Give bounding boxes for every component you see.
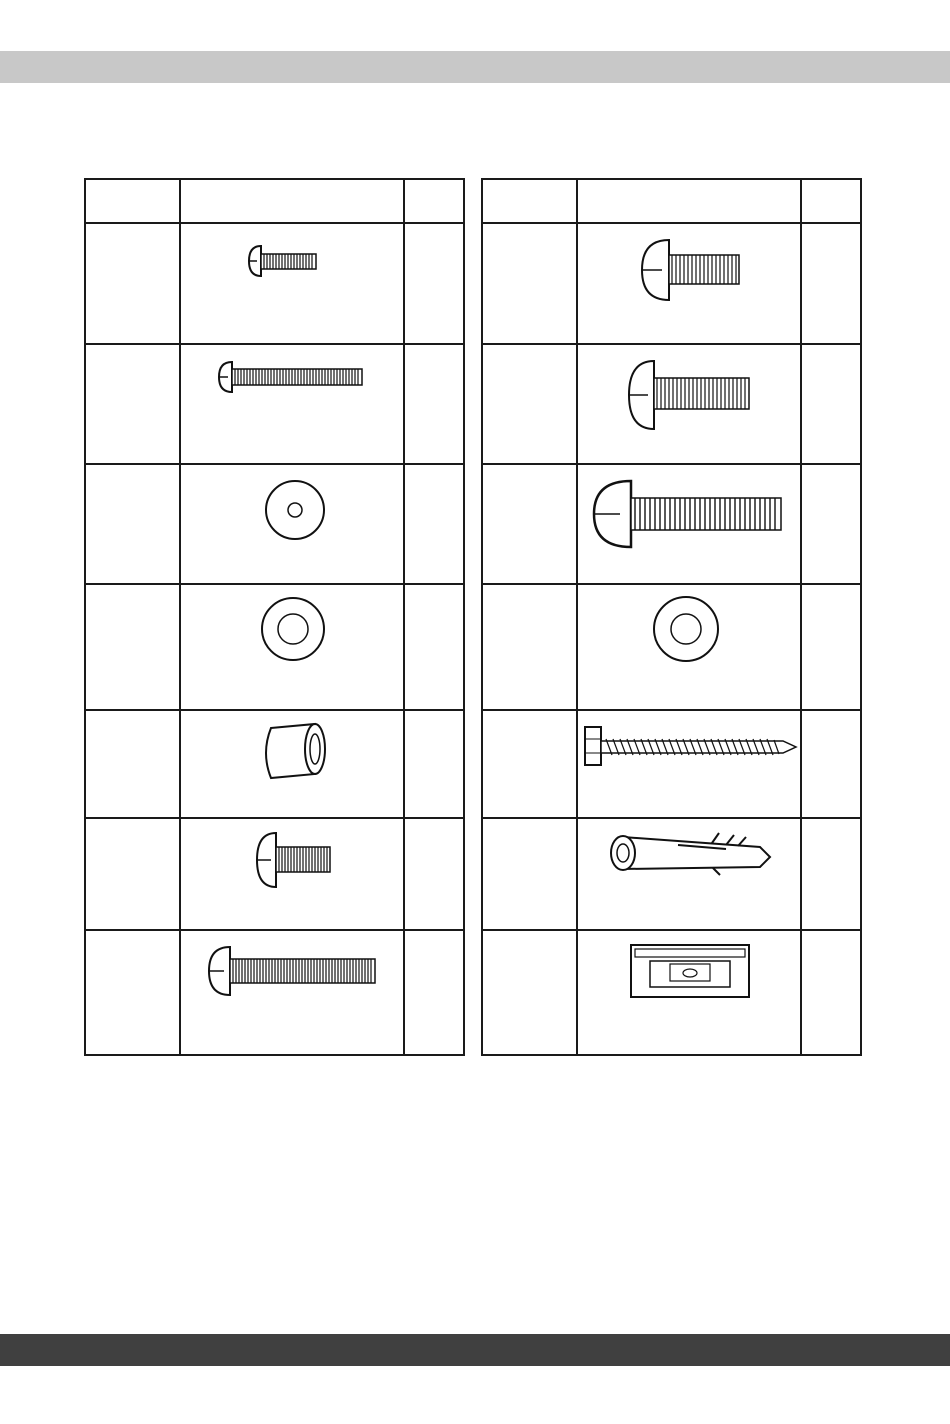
screw-large-icon [578,465,802,585]
part-illustration [577,818,801,930]
part-qty [404,818,464,930]
part-code [85,818,180,930]
part-qty [801,344,861,464]
part-code [85,710,180,818]
header-qty [404,179,464,223]
part-qty [801,223,861,344]
table-row [85,584,464,710]
table-row [482,584,861,710]
parts-table-left [84,178,465,1056]
header-band [0,51,950,83]
part-illustration [180,344,404,464]
part-illustration [577,223,801,344]
short-screw-icon [181,819,405,931]
part-code [482,584,577,710]
table-row [85,464,464,584]
part-code [482,223,577,344]
part-qty [404,584,464,710]
small-screw-icon [181,224,405,345]
part-code [85,464,180,584]
part-qty [801,818,861,930]
spacer-icon [181,711,405,819]
part-qty [801,710,861,818]
long-screw-icon [181,345,405,465]
table-row [85,710,464,818]
part-qty [801,584,861,710]
part-illustration [180,584,404,710]
part-illustration [180,930,404,1055]
part-illustration [577,464,801,584]
part-qty [801,930,861,1055]
part-qty [801,464,861,584]
screw-medium-long-icon [578,345,802,465]
part-code [85,344,180,464]
long-screw-large-head-icon [181,931,405,1056]
part-code [85,223,180,344]
part-illustration [577,344,801,464]
part-qty [404,710,464,818]
table-row [482,223,861,344]
header-code [482,179,577,223]
table-row [85,818,464,930]
table-row [85,930,464,1055]
part-code [85,584,180,710]
table-row [482,818,861,930]
table-row [482,930,861,1055]
part-illustration [180,223,404,344]
header-code [85,179,180,223]
table-header-row [482,179,861,223]
table-row [482,464,861,584]
part-qty [404,930,464,1055]
part-illustration [180,710,404,818]
table-row [482,710,861,818]
part-code [482,710,577,818]
header-qty [801,179,861,223]
part-code [482,818,577,930]
washer-icon [578,585,802,711]
parts-table-right [481,178,862,1056]
part-illustration [180,818,404,930]
screw-medium-icon [578,224,802,345]
large-washer-icon [181,585,405,711]
part-code [482,344,577,464]
bubble-level-icon [578,931,802,1056]
lag-bolt-icon [578,711,802,819]
table-header-row [85,179,464,223]
part-code [85,930,180,1055]
table-row [85,223,464,344]
part-illustration [180,464,404,584]
part-illustration [577,710,801,818]
part-qty [404,344,464,464]
part-illustration [577,930,801,1055]
small-washer-icon [181,465,405,585]
header-illustration [180,179,404,223]
table-row [85,344,464,464]
part-code [482,464,577,584]
part-code [482,930,577,1055]
part-qty [404,464,464,584]
table-row [482,344,861,464]
part-illustration [577,584,801,710]
part-qty [404,223,464,344]
wall-anchor-icon [578,819,802,931]
header-illustration [577,179,801,223]
footer-band [0,1334,950,1366]
